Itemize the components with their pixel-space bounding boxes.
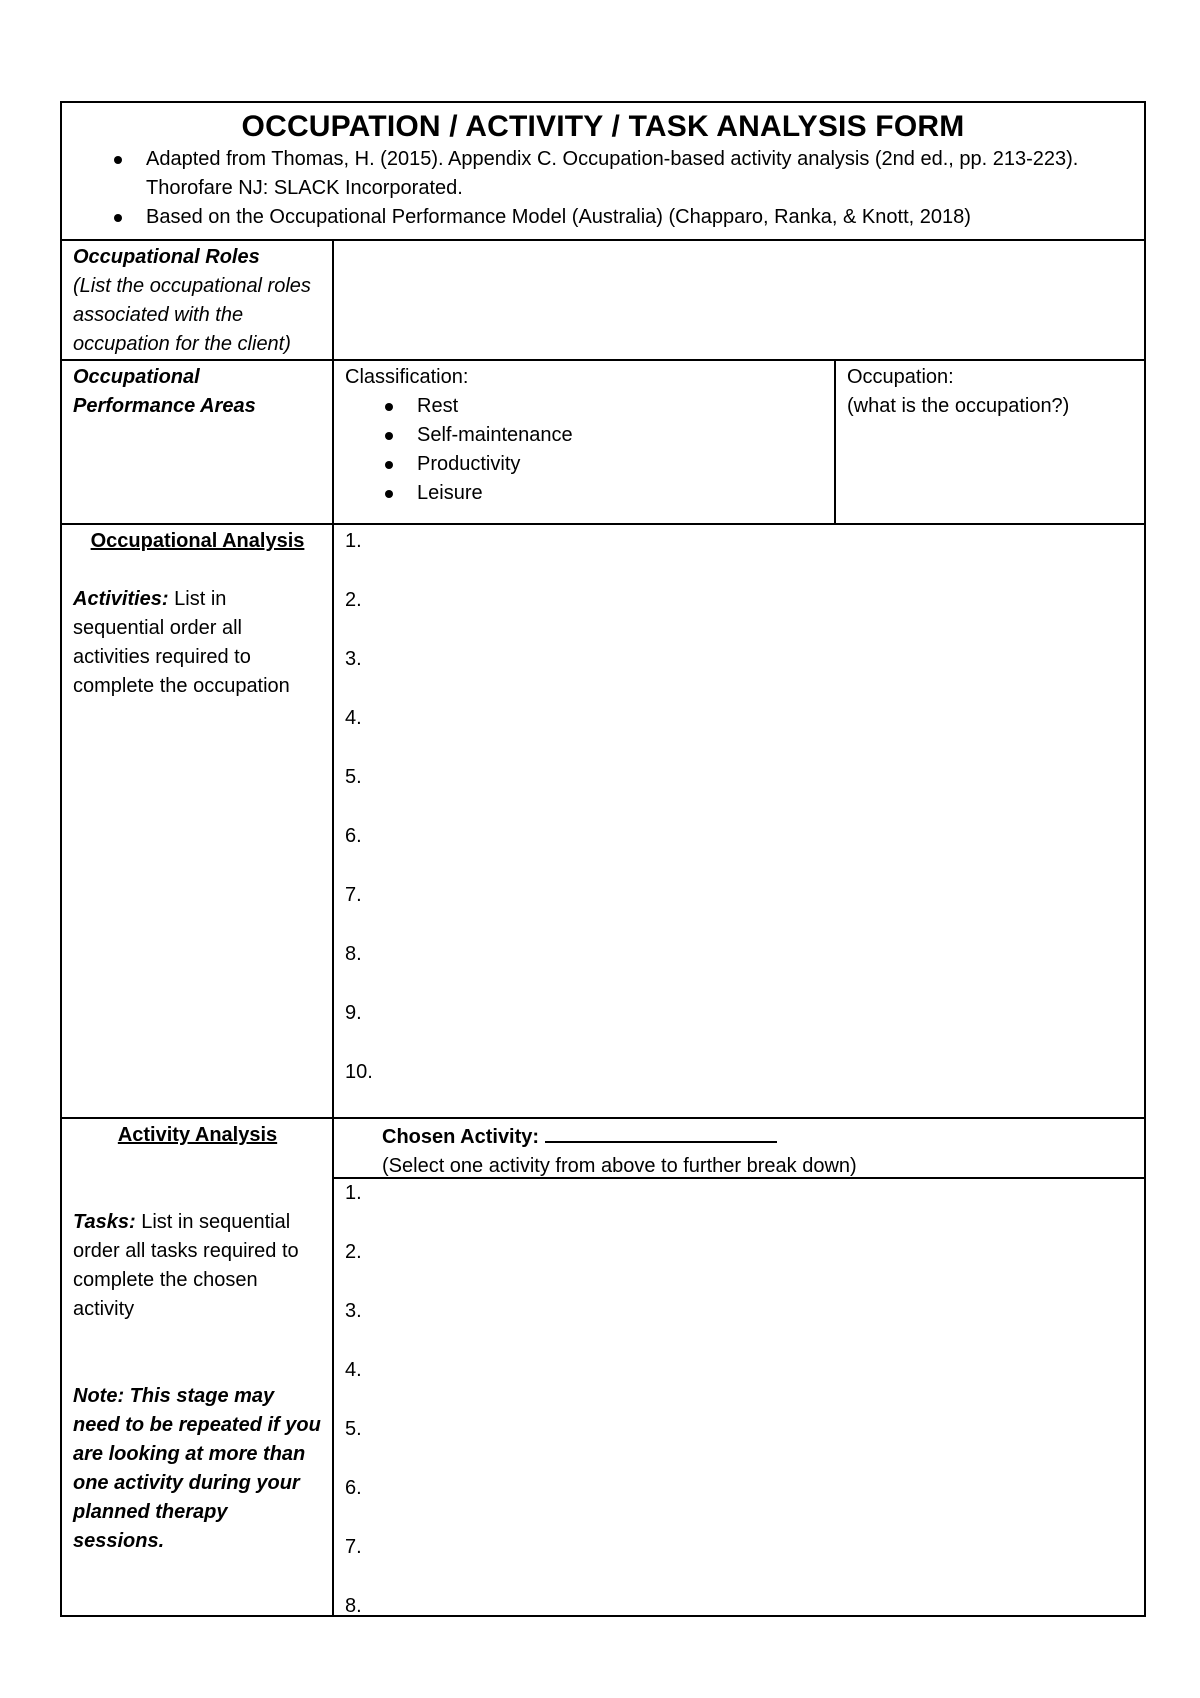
occupational-analysis-label-cell [62, 525, 334, 1117]
activities-instructions [73, 585, 322, 701]
occupation-hint: (what is the occupation?) [847, 395, 1070, 417]
activity-number-7: 7. [345, 884, 362, 906]
task-number-6: 6. [345, 1477, 362, 1499]
classification-cell[interactable] [334, 361, 836, 523]
occupational-analysis-heading: Occupational Analysis [90, 530, 305, 552]
task-number-7: 7. [345, 1536, 362, 1558]
activity-number-5: 5. [345, 766, 362, 788]
areas-label-line2: Performance Areas [73, 395, 256, 417]
analysis-form [60, 101, 1146, 1617]
task-number-8: 8. [345, 1595, 362, 1617]
chosen-activity-label: Chosen Activity: [382, 1126, 540, 1148]
classification-productivity[interactable]: Productivity [345, 450, 824, 479]
tasks-list-cell[interactable] [334, 1179, 1144, 1617]
activity-number-8: 8. [345, 943, 362, 965]
activity-number-1: 1. [345, 530, 362, 552]
task-number-3: 3. [345, 1300, 362, 1322]
form-header [62, 103, 1144, 239]
activity-number-4: 4. [345, 707, 362, 729]
tasks-label: Tasks: [73, 1211, 136, 1233]
form-title: OCCUPATION / ACTIVITY / TASK ANALYSIS FORM [241, 110, 965, 143]
activities-text: List in sequential order all activities required to complete the occupation [73, 588, 290, 697]
areas-label-line1: Occupational [73, 366, 200, 388]
activity-analysis-label-cell [62, 1119, 334, 1617]
task-number-4: 4. [345, 1359, 362, 1381]
chosen-activity-blank[interactable] [545, 1121, 777, 1143]
roles-description: (List the occupational roles associated with the occupation for the client) [73, 275, 311, 355]
tasks-list [345, 1179, 1134, 1651]
task-number-5: 5. [345, 1418, 362, 1440]
activities-label: Activities: [73, 588, 169, 610]
classification-leisure[interactable]: Leisure [345, 479, 824, 508]
task-number-1: 1. [345, 1182, 362, 1204]
classification-label: Classification: [345, 366, 469, 388]
roles-label-cell [62, 241, 334, 359]
bullet-source: Adapted from Thomas, H. (2015). Appendix C. Occupation-based activity analysis (2nd ed., pp. 213-223). Thorofare NJ: SLACK Incorporated. [62, 145, 1126, 203]
bullet-model: Based on the Occupational Performance Model (Australia) (Chapparo, Ranka, & Knott, 2018) [62, 203, 1126, 232]
activity-number-10: 10. [345, 1061, 373, 1083]
occupational-analysis-row [62, 523, 1144, 1117]
task-number-2: 2. [345, 1241, 362, 1263]
chosen-activity-cell [334, 1119, 1144, 1179]
activities-list-cell[interactable] [334, 525, 1144, 1117]
header-bullets [62, 145, 1144, 232]
classification-list [345, 392, 824, 508]
activity-number-2: 2. [345, 589, 362, 611]
classification-self-maintenance[interactable]: Self-maintenance [345, 421, 824, 450]
occupation-label: Occupation: [847, 366, 954, 388]
classification-rest[interactable]: Rest [345, 392, 824, 421]
activity-number-3: 3. [345, 648, 362, 670]
activities-list [345, 527, 1134, 1117]
chosen-activity-line [382, 1121, 1134, 1152]
roles-input-area[interactable] [334, 241, 1144, 359]
roles-label: Occupational Roles [73, 246, 260, 268]
activity-analysis-heading: Activity Analysis [117, 1124, 278, 1146]
areas-label-cell [62, 361, 334, 523]
repeat-note: Note: This stage may need to be repeated if you are looking at more than one activity during your planned therapy sessions. [73, 1385, 321, 1552]
occupation-cell[interactable] [836, 361, 1144, 523]
areas-row [62, 359, 1144, 523]
activity-number-6: 6. [345, 825, 362, 847]
activity-analysis-row [62, 1117, 1144, 1617]
activity-number-9: 9. [345, 1002, 362, 1024]
roles-row [62, 239, 1144, 359]
tasks-text: List in sequential order all tasks required to complete the chosen activity [73, 1211, 299, 1320]
chosen-activity-hint: (Select one activity from above to further break down) [382, 1155, 857, 1177]
tasks-instructions [73, 1208, 322, 1324]
